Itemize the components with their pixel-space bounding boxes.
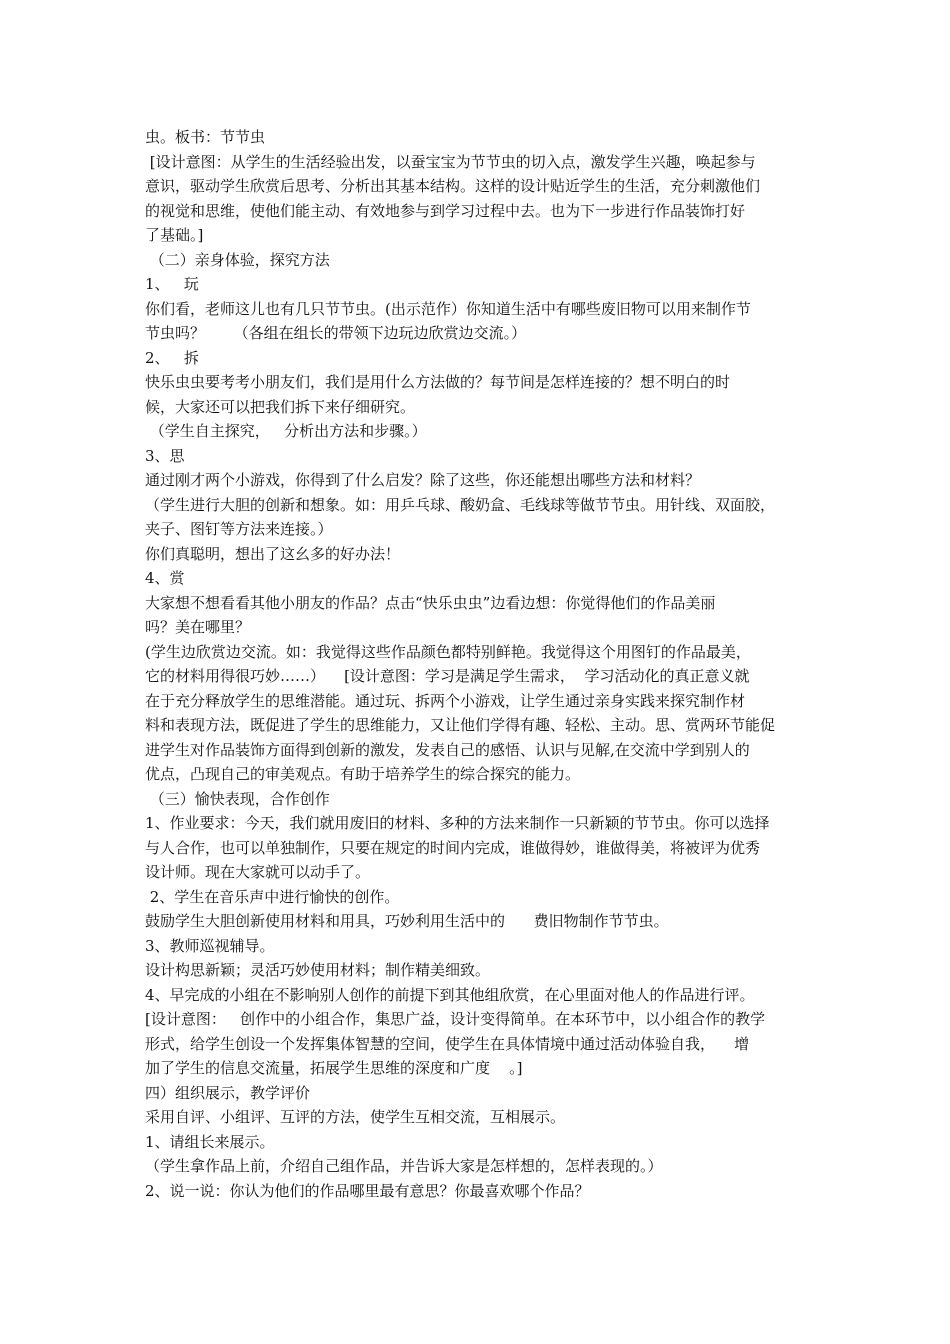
text-line: 在于充分释放学生的思维潜能。通过玩、拆两个小游戏，让学生通过亲身实践来探究制作材 — [145, 691, 746, 710]
text-line: 采用自评、小组评、互评的方法，使学生互相交流，互相展示。 — [145, 1108, 566, 1126]
text-line: 形式，给学生创设一个发挥集体智慧的空间，使学生在具体情境中通过活动体验自我， 增 — [145, 1034, 750, 1053]
text-line: 你们看，老师这儿也有几只节节虫。(出示范作）你知道生活中有哪些废旧物可以用来制作节 — [145, 299, 751, 318]
text-line: 3、思 — [145, 446, 185, 465]
text-line: 四）组织展示，教学评价 — [145, 1083, 311, 1102]
text-line: 你们真聪明，想出了这幺多的好办法！ — [145, 544, 401, 563]
text-line: 3、教师巡视辅导。 — [145, 936, 275, 955]
text-line: 4、早完成的小组在不影响别人创作的前提下到其他组欣赏，在心里面对他人的作品进行评。 — [145, 985, 755, 1004]
text-line: 虫。板书：节节虫 — [145, 128, 266, 146]
text-line: 了基础。] — [145, 226, 204, 244]
text-line: 吗？美在哪里？ — [145, 618, 251, 636]
text-line: （学生自主探究， 分析出方法和步骤。） — [145, 422, 427, 440]
text-line: (学生边欣赏边交流。如：我觉得这些作品颜色都特别鲜艳。我觉得这个用图钉的作品最美， — [145, 642, 751, 661]
text-line: [设计意图：从学生的生活经验出发，以蚕宝宝为节节虫的切入点，激发学生兴趣，唤起参与 — [145, 152, 756, 171]
text-line: 1、作业要求：今天，我们就用废旧的材料、多种的方法来制作一只新颖的节节虫。你可以选择 — [145, 814, 770, 832]
text-line: [设计意图： 创作中的小组合作，集思广益，设计变得简单。在本环节中，以小组合作的教学 — [145, 1010, 766, 1028]
text-line: 意识，驱动学生欣赏后思考、分析出其基本结构。这样的设计贴近学生的生活，充分刺激他们 — [145, 177, 761, 195]
text-line: （学生进行大胆的创新和想象。如：用乒乓球、酸奶盒、毛线球等做节节虫。用针线、双面胶， — [145, 495, 776, 514]
text-line: 通过刚才两个小游戏，你得到了什么启发？除了这些，你还能想出哪些方法和材料？ — [145, 471, 701, 489]
text-line: 4、赏 — [145, 569, 185, 587]
text-line: 节虫吗？ （各组在组长的带领下边玩边欣赏边交流。） — [145, 324, 527, 342]
text-line: 它的材料用得很巧妙……） [设计意图：学习是满足学生需求， 学习活动化的真正意义就 — [145, 667, 750, 685]
text-line: 的视觉和思维，使他们能主动、有效地参与到学习过程中去。也为下一步进行作品装饰打好 — [145, 201, 746, 220]
text-line: 大家想不想看看其他小朋友的作品？点击“快乐虫虫”边看边想：你觉得他们的作品美丽 — [145, 593, 716, 612]
text-line: 候，大家还可以把我们拆下来仔细研究。 — [145, 397, 416, 416]
text-line: 优点，凸现自己的审美观点。有助于培养学生的综合探究的能力。 — [145, 765, 581, 783]
text-line: 设计构思新颖；灵活巧妙使用材料；制作精美细致。 — [145, 961, 491, 979]
text-line: 1、请组长来展示。 — [145, 1132, 275, 1151]
text-line: 2、学生在音乐声中进行愉快的创作。 — [145, 887, 400, 906]
text-line: （二）亲身体验，探究方法 — [145, 250, 330, 269]
text-line: 1、 玩 — [145, 275, 199, 293]
text-line: 鼓励学生大胆创新使用材料和用具，巧妙利用生活中的 费旧物制作节节虫。 — [145, 912, 669, 930]
document-body — [145, 125, 810, 1203]
text-line: 料和表现方法，既促进了学生的思维能力，又让他们学得有趣、轻松、主动。思、赏两环节能促 — [145, 716, 776, 734]
text-line: 进学生对作品装饰方面得到创新的激发，发表自己的感悟、认识与见解,在交流中学到别人的 — [145, 740, 750, 759]
text-line: 2、 拆 — [145, 348, 199, 367]
text-line: 加了学生的信息交流量，拓展学生思维的深度和广度 。] — [145, 1059, 523, 1077]
text-line: 快乐虫虫要考考小朋友们，我们是用什么方法做的？每节间是怎样连接的？想不明白的时 — [145, 373, 731, 391]
text-line: 与人合作，也可以单独制作，只要在规定的时间内完成，谁做得妙，谁做得美，将被评为优秀 — [145, 838, 761, 857]
text-line: （学生拿作品上前，介绍自己组作品，并告诉大家是怎样想的，怎样表现的。） — [145, 1157, 663, 1175]
text-line: 设计师。现在大家就可以动手了。 — [145, 863, 371, 881]
text-line: 2、说一说：你认为他们的作品哪里最有意思？你最喜欢哪个作品？ — [145, 1181, 590, 1200]
text-line: （三）愉快表现，合作创作 — [145, 789, 330, 808]
text-line: 夹子、图钉等方法来连接。） — [145, 520, 333, 538]
